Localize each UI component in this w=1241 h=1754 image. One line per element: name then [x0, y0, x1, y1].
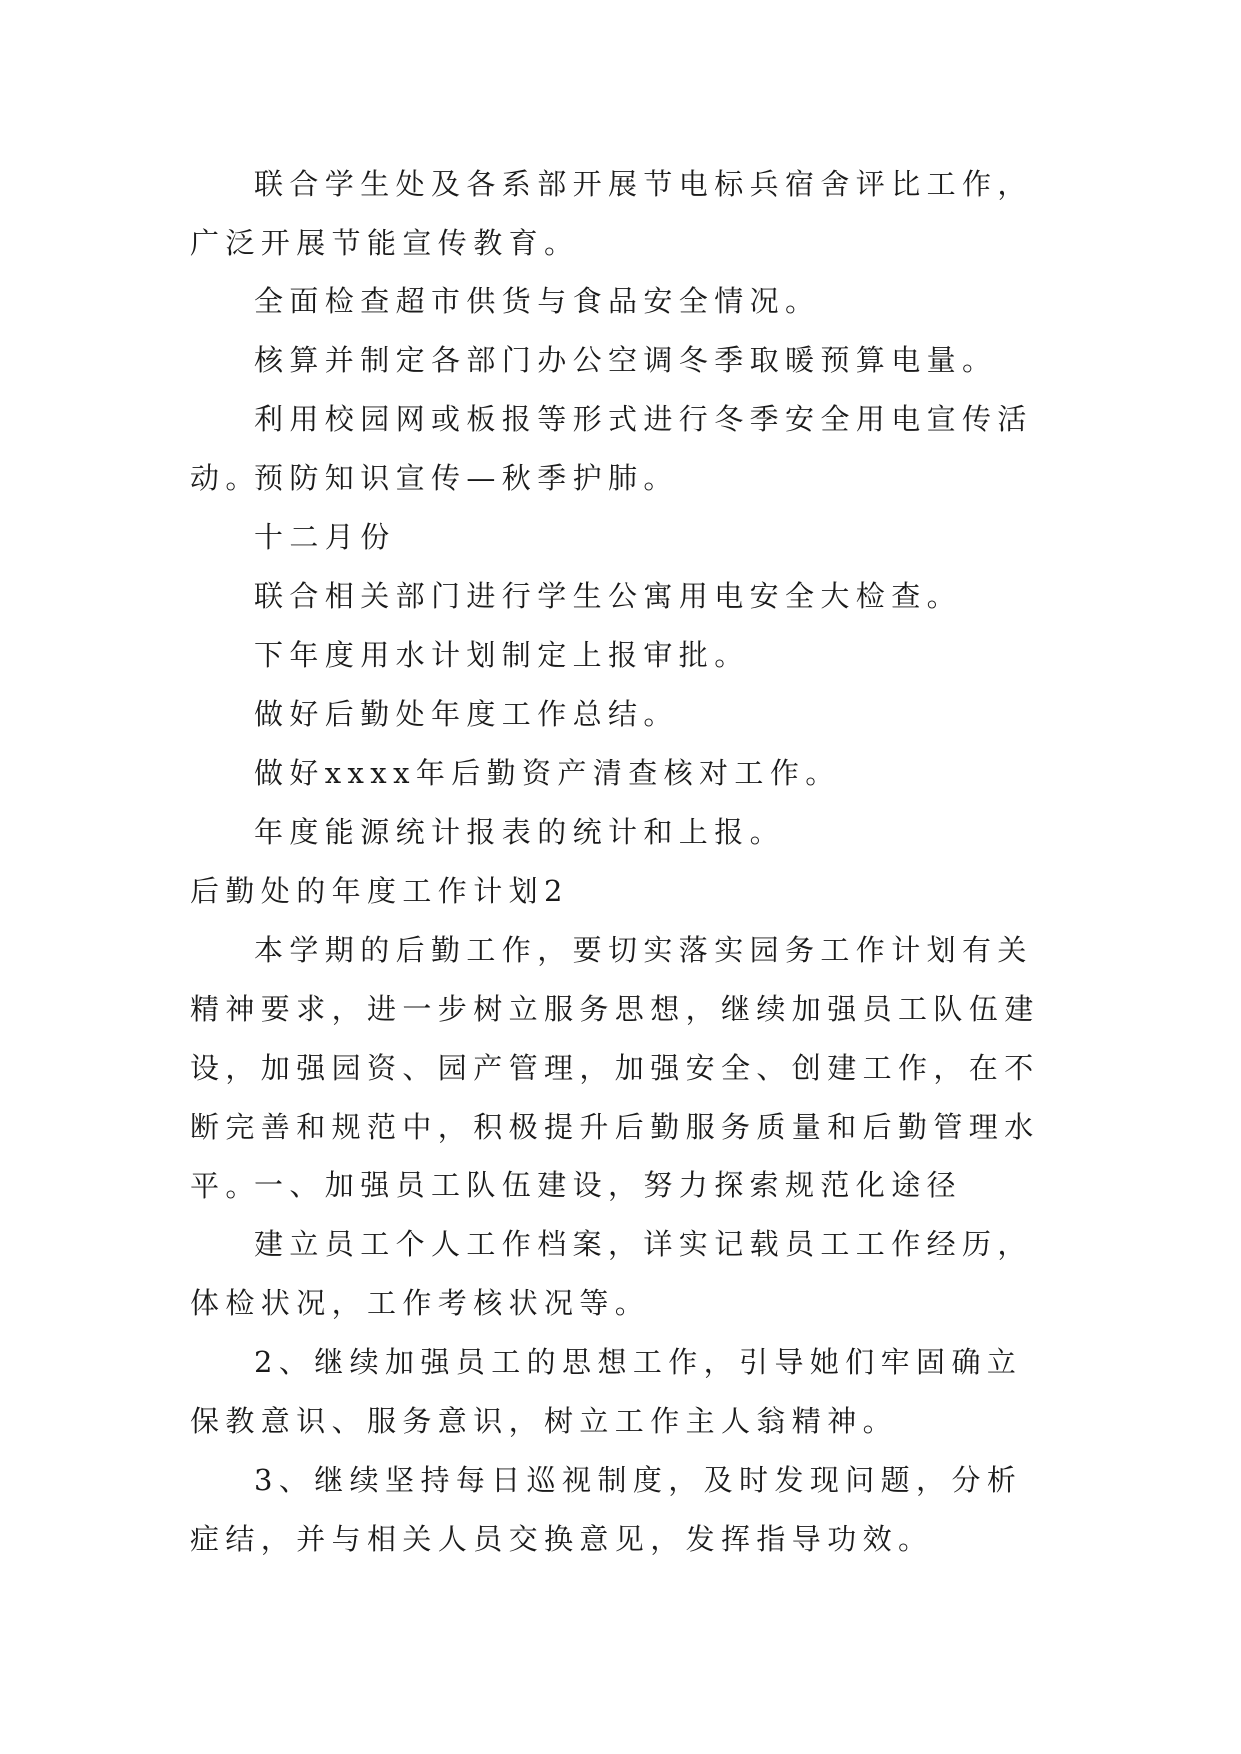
paragraph: 全面检查超市供货与食品安全情况。: [254, 284, 821, 318]
paragraph: 本学期的后勤工作，要切实落实园务工作计划有关精神要求，进一步树立服务思想，继续加强员工队伍建设，加强园资、园产管理，加强安全、创建工作，在不断完善和规范中，积极提升后勤服务质量和后勤管理水平。: [190, 933, 1040, 1203]
paragraph: 建立员工个人工作档案，详实记载员工工作经历，体检状况，工作考核状况等。: [190, 1227, 1033, 1320]
paragraph: 做好后勤处年度工作总结。: [254, 697, 679, 731]
paragraph: 下年度用水计划制定上报审批。: [254, 638, 750, 672]
section-heading: 十二月份: [254, 520, 396, 554]
paragraph: 利用校园网或板报等形式进行冬季安全用电宣传活动。: [190, 402, 1033, 495]
document-title: 后勤处的年度工作计划2: [190, 874, 569, 908]
paragraph: 3、继续坚持每日巡视制度，及时发现问题，分析症结，并与相关人员交换意见，发挥指导功效。: [190, 1463, 1023, 1556]
paragraph: 核算并制定各部门办公空调冬季取暖预算电量。: [254, 343, 998, 377]
paragraph: 年度能源统计报表的统计和上报。: [254, 815, 786, 849]
paragraph: 联合相关部门进行学生公寓用电安全大检查。: [254, 579, 963, 613]
paragraph: 2、继续加强员工的思想工作，引导她们牢固确立保教意识、服务意识，树立工作主人翁精神。: [190, 1345, 1023, 1438]
paragraph: 预防知识宣传—秋季护肺。: [254, 461, 679, 495]
section-heading: 一、加强员工队伍建设，努力探索规范化途径: [254, 1168, 963, 1202]
paragraph: 做好xxxx年后勤资产清查核对工作。: [254, 756, 841, 790]
paragraph: 联合学生处及各系部开展节电标兵宿舍评比工作，广泛开展节能宣传教育。: [190, 167, 1033, 260]
